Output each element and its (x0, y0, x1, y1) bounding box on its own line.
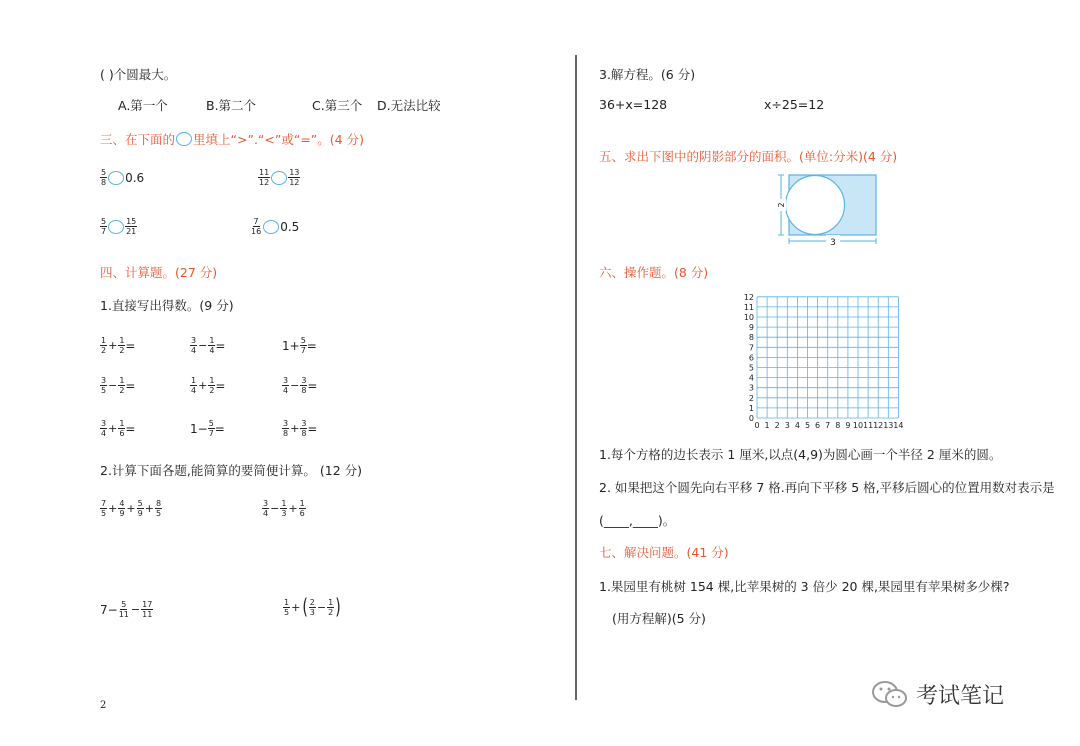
fraction: $\frac{3}{5}$ (101, 376, 107, 395)
choice-c: C.第三个 (312, 98, 363, 113)
expr-prefix: 7− (100, 602, 118, 617)
section-7-heading: 七、解决问题。(41 分) (599, 545, 729, 560)
x-tick-label: 14 (893, 421, 904, 430)
operator: + (108, 339, 118, 352)
fraction: $\frac{3}{4}$ (283, 376, 289, 395)
calc-item (282, 336, 317, 355)
section-3-text-b: 里填上“>”.“<”或“=”。(4 分) (193, 132, 364, 147)
fraction: $\frac{5}{8}$ (101, 168, 107, 187)
operator: − (198, 339, 208, 352)
x-tick-label: 10 (852, 421, 864, 430)
equals-sign: = (215, 338, 226, 353)
height-label: 2 (777, 202, 786, 208)
x-tick-label: 9 (845, 421, 851, 430)
fraction: $\frac{1}{4}$ (191, 376, 197, 395)
x-tick-label: 5 (804, 421, 811, 430)
fraction: $\frac{1}{2}$ (101, 336, 107, 355)
problem-1: 1.果园里有桃树 154 棵,比苹果树的 3 倍少 20 棵,果园里有苹果树多少棵? (599, 579, 1010, 594)
equals-sign: = (306, 338, 317, 353)
operator: + (108, 422, 118, 435)
fraction: $\frac{5}{11}$ (118, 600, 129, 619)
y-tick-label: 6 (748, 353, 754, 363)
watermark-text: 考试笔记 (916, 683, 1005, 709)
compare-blank[interactable] (263, 220, 279, 234)
choice-a: A.第一个 (118, 98, 168, 113)
compare-blank[interactable] (108, 171, 124, 185)
section-3-text-a: 三、在下面的 (100, 132, 176, 147)
x-tick-label: 3 (784, 421, 790, 430)
fraction: $\frac{3}{8}$ (283, 419, 289, 438)
fraction: $\frac{13}{12}$ (289, 168, 300, 187)
operator: + (198, 379, 208, 392)
equals-sign: = (214, 421, 225, 436)
coordinate-grid[interactable] (742, 290, 910, 430)
compare-3 (100, 217, 137, 236)
compare-4 (250, 217, 299, 236)
x-tick-label: 2 (774, 421, 780, 430)
question-stem: ( )个圆最大。 (100, 67, 177, 82)
calc-item (190, 419, 225, 438)
equals-sign: = (125, 338, 136, 353)
fraction: $\frac{11}{12}$ (259, 168, 270, 187)
y-tick-label: 2 (748, 393, 754, 403)
section-6-heading: 六、操作题。(8 分) (599, 265, 709, 280)
equals-sign: = (307, 421, 318, 436)
equals-sign: = (125, 378, 136, 393)
y-tick-label: 1 (748, 403, 754, 413)
fraction: $\frac{3}{8}$ (301, 376, 307, 395)
operator: − (108, 379, 118, 392)
fraction: $\frac{1}{2}$ (328, 598, 334, 617)
width-label: 3 (830, 238, 836, 248)
x-tick-label: 12 (873, 421, 884, 430)
x-tick-label: 1 (764, 421, 770, 430)
fraction: $\frac{3}{4}$ (191, 336, 197, 355)
equals-sign: = (215, 378, 226, 393)
y-tick-label: 0 (748, 414, 754, 423)
complex-expr-2: $\frac{3}{4}$ − $\frac{1}{3}$ + $\frac{1}{6}$ (263, 499, 305, 518)
watermark (870, 678, 1004, 710)
wechat-icon (870, 678, 910, 710)
complex-expr-4: $\frac{1}{5}$ + ( $\frac{2}{3}$ − $\frac{1}{2}$ ) (284, 595, 341, 620)
fraction: $\frac{1}{6}$ (119, 419, 125, 438)
y-tick-label: 10 (743, 313, 754, 322)
page-number: 2 (100, 700, 107, 711)
calc-item (190, 376, 225, 395)
fraction: $\frac{15}{21}$ (126, 217, 137, 236)
fraction: $\frac{3}{4}$ (263, 499, 269, 518)
x-tick-label: 4 (794, 421, 800, 430)
x-tick-label: 7 (825, 421, 831, 430)
equation-2: x÷25=12 (764, 97, 825, 112)
fraction: $\frac{8}{5}$ (155, 499, 162, 518)
fraction: $\frac{1}{6}$ (299, 499, 305, 518)
y-tick-label: 9 (748, 323, 754, 333)
fraction: $\frac{5}{7}$ (300, 336, 306, 355)
compare-value: 0.5 (280, 219, 300, 234)
x-tick-label: 0 (754, 421, 760, 430)
fraction: $\frac{3}{8}$ (301, 419, 307, 438)
fraction: $\frac{5}{7}$ (101, 217, 107, 236)
fraction: $\frac{1}{5}$ (284, 598, 290, 617)
fraction: $\frac{1}{3}$ (281, 499, 287, 518)
y-tick-label: 4 (748, 373, 754, 383)
fraction: $\frac{3}{4}$ (101, 419, 107, 438)
operation-2-answer[interactable]: (____,____)。 (599, 513, 676, 528)
calc-item (100, 336, 135, 355)
section-3-heading (100, 130, 364, 148)
compare-2 (258, 168, 300, 187)
operation-2: 2. 如果把这个圆先向右平移 7 格.再向下平移 5 格,平移后圆心的位置用数对表示是 (599, 480, 1055, 495)
y-tick-label: 11 (743, 302, 754, 312)
section-5-heading: 五、求出下图中的阴影部分的面积。(单位:分米)(4 分) (599, 149, 898, 164)
compare-blank[interactable] (271, 171, 287, 185)
fraction: $\frac{1}{2}$ (119, 376, 125, 395)
fraction: $\frac{17}{11}$ (142, 600, 153, 619)
fraction: $\frac{1}{2}$ (209, 376, 215, 395)
complex-expr-1: $\frac{7}{5}$ + $\frac{4}{9}$ + $\frac{5}{9}$ + $\frac{8}{5}$ (101, 499, 162, 518)
y-tick-label: 5 (748, 363, 754, 373)
question-2-title: 2.计算下面各题,能简算的要简便计算。 (12 分) (100, 463, 363, 478)
compare-value: 0.6 (125, 170, 145, 185)
x-tick-label: 13 (883, 421, 894, 430)
complex-expr-3: 7− $\frac{5}{11}$ − $\frac{17}{11}$ (100, 600, 153, 619)
circle-blank-icon (176, 132, 192, 146)
section-4-heading: 四、计算题。(27 分) (100, 265, 218, 280)
problem-1-hint: (用方程解)(5 分) (612, 611, 706, 626)
choice-d: D.无法比较 (377, 98, 441, 113)
fraction: $\frac{5}{9}$ (137, 499, 143, 518)
fraction: $\frac{2}{3}$ (309, 598, 315, 617)
x-tick-label: 11 (863, 421, 874, 430)
fraction: $\frac{4}{9}$ (119, 499, 125, 518)
inner-circle (786, 176, 845, 235)
operator: − (290, 379, 300, 392)
x-tick-label: 8 (835, 421, 841, 430)
calc-item (282, 376, 317, 395)
x-tick-label: 6 (815, 421, 821, 430)
y-tick-label: 8 (748, 333, 754, 343)
fraction: $\frac{5}{7}$ (208, 419, 214, 438)
operation-1: 1.每个方格的边长表示 1 厘米,以点(4,9)为圆心画一个半径 2 厘米的圆。 (599, 447, 1002, 462)
operator: + (290, 422, 300, 435)
y-tick-label: 7 (748, 343, 754, 353)
y-tick-label: 3 (748, 383, 754, 393)
expr-prefix: 1− (190, 421, 208, 436)
compare-blank[interactable] (108, 220, 124, 234)
compare-1 (100, 168, 144, 187)
calc-item (190, 336, 225, 355)
shaded-area-figure (772, 170, 884, 248)
choice-b: B.第二个 (206, 98, 257, 113)
fraction: $\frac{7}{16}$ (251, 217, 262, 236)
equation-1: 36+x=128 (599, 97, 668, 112)
column-divider (575, 55, 577, 700)
equals-sign: = (307, 378, 318, 393)
question-1-title: 1.直接写出得数。(9 分) (100, 298, 234, 313)
calc-item (100, 419, 135, 438)
question-3-title: 3.解方程。(6 分) (599, 67, 696, 82)
calc-item (282, 419, 317, 438)
calc-item (100, 376, 135, 395)
fraction: $\frac{1}{4}$ (209, 336, 215, 355)
expr-prefix: 1+ (282, 338, 300, 353)
y-tick-label: 12 (743, 292, 754, 302)
equals-sign: = (125, 421, 136, 436)
fraction: $\frac{1}{2}$ (119, 336, 125, 355)
fraction: $\frac{7}{5}$ (101, 499, 107, 518)
